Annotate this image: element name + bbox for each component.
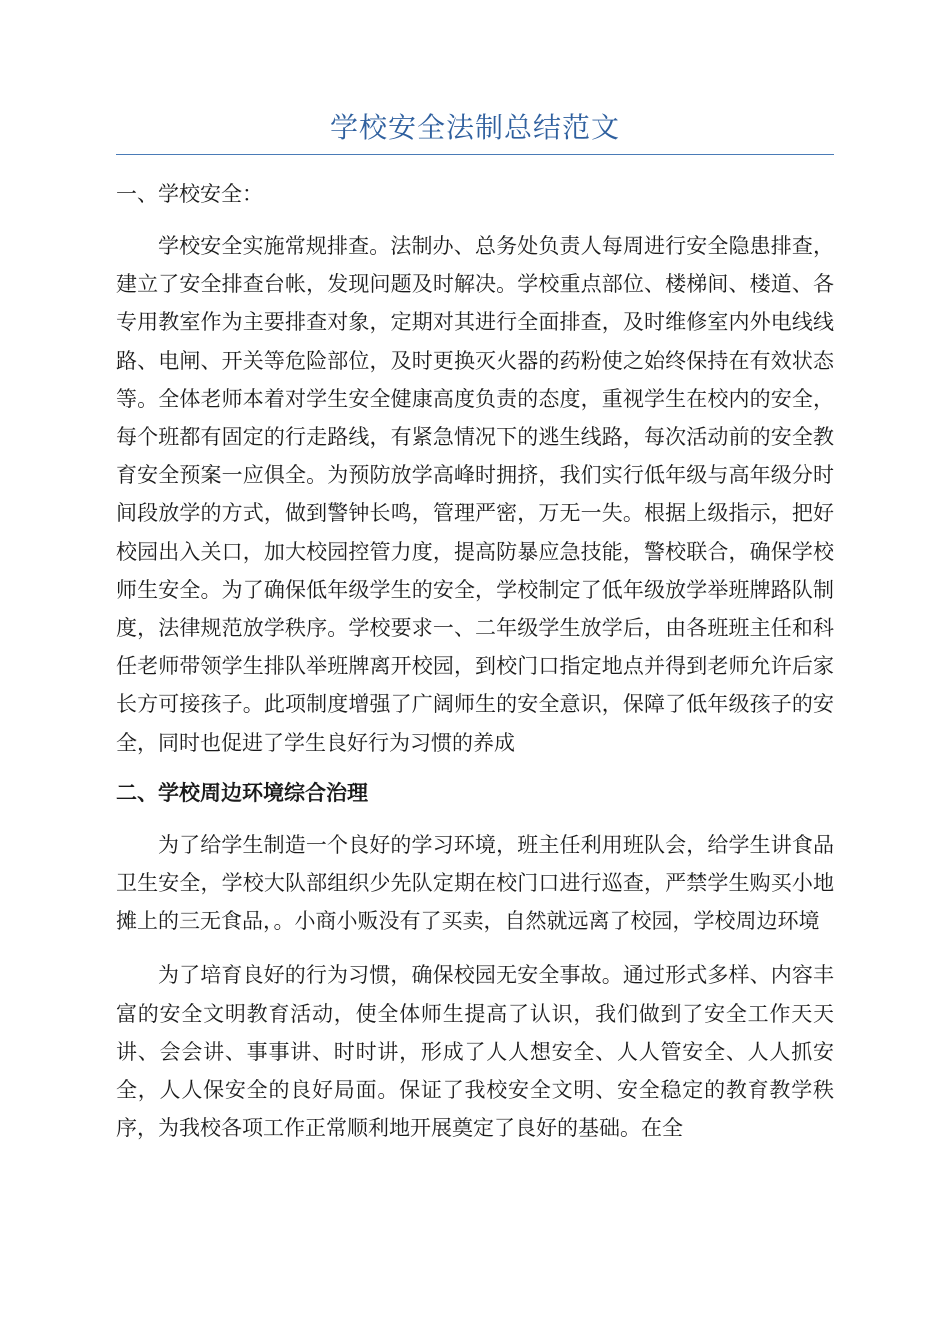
- paragraph-environment-1: 为了给学生制造一个良好的学习环境，班主任利用班队会，给学生讲食品卫生安全，学校大队部组织少先队定期在校门口进行巡查，严禁学生购买小地摊上的三无食品，。小商小贩没有了买卖，自然就远离了校园，学校周边环境: [116, 832, 834, 934]
- document-title: 学校安全法制总结范文: [329, 111, 620, 144]
- document-page: [116, 108, 834, 1147]
- section-heading-environment: 二、学校周边环境综合治理: [116, 779, 368, 805]
- paragraph-safety: 学校安全实施常规排查。法制办、总务处负责人每周进行安全隐患排查，建立了安全排查台帐，发现问题及时解决。学校重点部位、楼梯间、楼道、各专用教室作为主要排查对象，定期对其进行全面排查，及时维修室内外电线线路、电闸、开关等危险部位，及时更换灭火器的药粉使之始终保持在有效状态等。全体老师本着对学生安全健康高度负责的态度，重视学生在校内的安全，每个班都有固定的行走路线，有紧急情况下的逃生线路，每次活动前的安全教育安全预案一应俱全。为预防放学高峰时拥挤，我们实行低年级与高年级分时间段放学的方式，做到警钟长鸣，管理严密，万无一失。根据上级指示，把好校园出入关口，加大校园控管力度，提高防暴应急技能，警校联合，确保学校师生安全。为了确保低年级学生的安全，学校制定了低年级放学举班牌路队制度，法律规范放学秩序。学校要求一、二年级学生放学后，由各班班主任和科任老师带领学生排队举班牌离开校园，到校门口指定地点并得到老师允许后家长方可接孩子。此项制度增强了广阔师生的安全意识，保障了低年级孩子的安全，同时也促进了学生良好行为习惯的养成: [116, 234, 834, 755]
- title-underline: [116, 154, 834, 155]
- section-heading-safety: 一、学校安全：: [116, 182, 263, 206]
- paragraph-environment-2: 为了培育良好的行为习惯，确保校园无安全事故。通过形式多样、内容丰富的安全文明教育活动，使全体师生提高了认识，我们做到了安全工作天天讲、会会讲、事事讲、时时讲，形成了人人想安全、人人管安全、人人抓安全，人人保安全的良好局面。保证了我校安全文明、安全稳定的教育教学秩序，为我校各项工作正常顺利地开展奠定了良好的基础。在全: [116, 963, 834, 1141]
